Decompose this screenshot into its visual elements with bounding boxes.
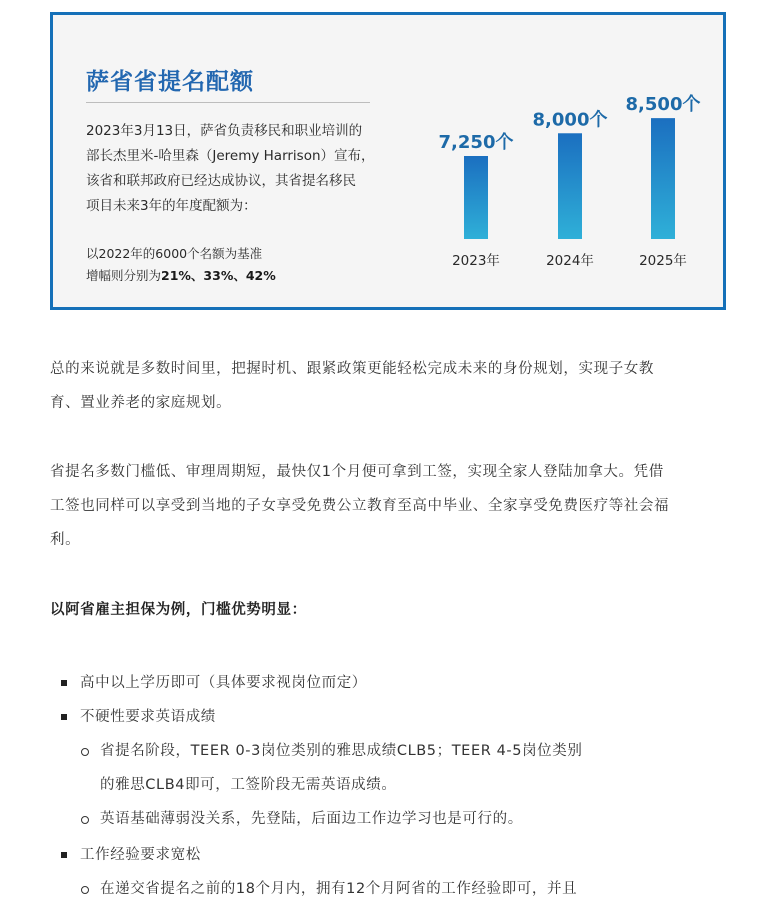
paragraph-line: 育、置业养老的家庭规划。 (50, 395, 232, 411)
list-item: 不硬性要求英语成绩 (80, 709, 216, 725)
category-label: 2023年 (452, 253, 500, 269)
description-line: 该省和联邦政府已经达成协议，其省提名移民 (86, 173, 356, 189)
description-line: 2023年3月13日，萨省负责移民和职业培训的 (86, 123, 363, 139)
title-divider (86, 102, 370, 103)
bullet-square-icon (61, 852, 67, 858)
bullet-square-icon (61, 680, 67, 686)
bullet-circle-icon (81, 816, 89, 824)
note-line-1: 以2022年的6000个名额为基准 (86, 246, 263, 261)
list-item: 高中以上学历即可（具体要求视岗位而定） (80, 675, 367, 691)
paragraph-advantages (50, 455, 730, 557)
paragraph-summary (50, 352, 730, 420)
category-label: 2024年 (546, 253, 594, 269)
paragraph-line: 工签也同样可以享受到当地的子女享受免费公立教育至高中毕业、全家享受免费医疗等社会福 (50, 498, 670, 514)
quota-bar-chart (423, 35, 713, 297)
paragraph-line: 利。 (50, 532, 81, 548)
bar-data-label: 8,500个 (625, 94, 701, 116)
note-line-2-prefix: 增幅则分别为 (86, 268, 162, 283)
description-line: 部长杰里米-哈里森（Jeremy Harrison）宣布， (86, 148, 375, 164)
quota-infographic (50, 12, 726, 310)
bar-2025年 (651, 118, 675, 239)
note-line-2 (86, 265, 276, 287)
infographic-description (86, 119, 386, 219)
bar-2023年 (464, 156, 488, 239)
section-heading: 以阿省雇主担保为例，门槛优势明显： (50, 602, 307, 618)
sub-list-item: 英语基础薄弱没关系，先登陆，后面边工作边学习也是可行的。 (100, 811, 523, 827)
bullet-circle-icon (81, 748, 89, 756)
bar-2024年 (558, 133, 582, 239)
sub-list-item: 在递交省提名之前的18个月内，拥有12个月阿省的工作经验即可，并且 (100, 881, 578, 897)
paragraph-line: 省提名多数门槛低、审理周期短，最快仅1个月便可拿到工签，实现全家人登陆加拿大。凭借 (50, 464, 664, 480)
category-label: 2025年 (639, 253, 687, 269)
sub-list-item-continuation: 的雅思CLB4即可，工签阶段无需英语成绩。 (100, 777, 397, 793)
bar-data-label: 7,250个 (438, 132, 514, 153)
bullet-square-icon (61, 714, 67, 720)
sub-list-item: 省提名阶段，TEER 0-3岗位类别的雅思成绩CLB5；TEER 4-5岗位类别 (100, 743, 583, 759)
note-growth-rates: 21%、33%、42% (161, 268, 276, 283)
bar-data-label: 8,000个 (532, 109, 608, 131)
infographic-title: 萨省省提名配额 (86, 69, 254, 95)
infographic-note (86, 243, 276, 287)
bullet-circle-icon (81, 886, 89, 894)
paragraph-line: 总的来说就是多数时间里，把握时机、跟紧政策更能轻松完成未来的身份规划，实现子女教 (50, 361, 654, 377)
list-item: 工作经验要求宽松 (80, 847, 201, 863)
description-line: 项目未来3年的年度配额为： (86, 198, 257, 214)
